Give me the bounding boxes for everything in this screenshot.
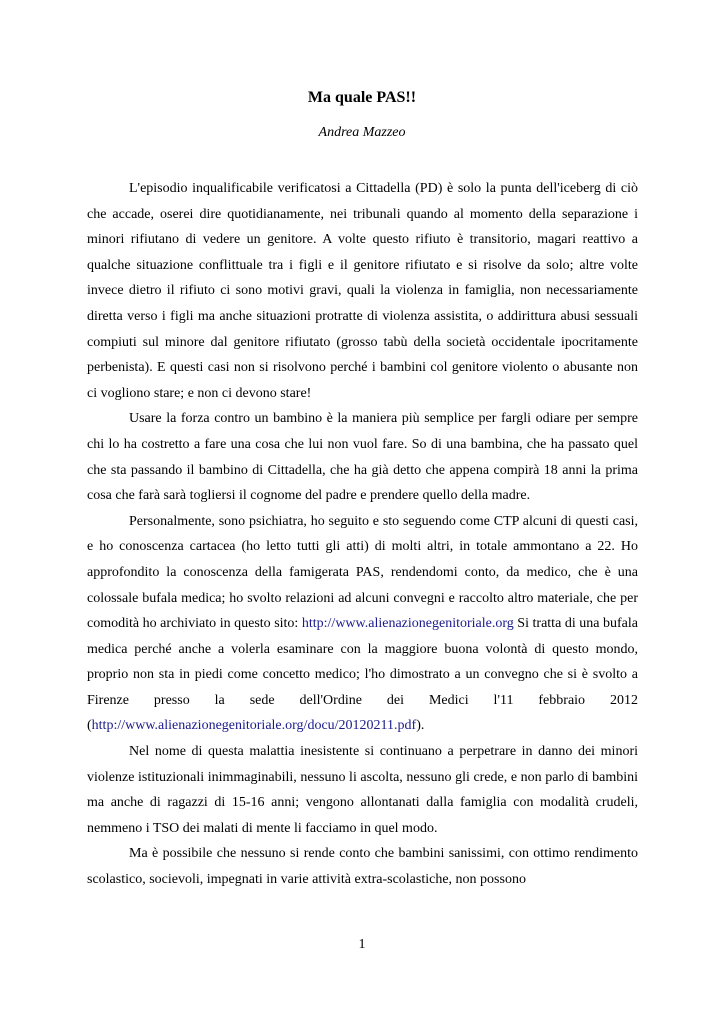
paragraph-3: [87, 509, 638, 739]
paragraph-5: Ma è possibile che nessuno si rende conto che bambini sanissimi, con ottimo rendimento scolastico, socievoli, impegnati in varie attività extra-scolastiche, non possono: [87, 846, 638, 888]
paragraph-4: Nel nome di questa malattia inesistente si continuano a perpetrare in danno dei minori violenze istituzionali inimmaginabili, nessuno li ascolta, nessuno gli crede, e non parlo di bambini ma anche di ragazzi di 15-16 anni; vengono allontanati dalla famiglia con modalità crudeli, nemmeno i TSO dei malati di mente li facciamo in quel modo.: [87, 744, 638, 836]
document-body: [87, 176, 638, 893]
site-link[interactable]: http://www.alienazionegenitoriale.org: [301, 616, 514, 632]
paragraph-2: Usare la forza contro un bambino è la maniera più semplice per fargli odiare per sempre chi lo ha costretto a fare una cosa che lui non vuol fare. So di una bambina, che ha passato quel che sta passando il bambino di Cittadella, che ha già detto che appena compirà 18 anni la prima cosa che farà sarà togliersi il cognome del padre e prendere quello della madre.: [87, 411, 638, 504]
document-title: Ma quale PAS!!: [307, 89, 417, 106]
paragraph-3-text-before-link: Personalmente, sono psichiatra, ho seguito e sto seguendo come CTP alcuni di questi casi, e ho conoscenza cartacea (ho letto tutti gli atti) di molti altri, in totale ammontano a 22. Ho approfondito la conoscenza della famigerata PAS, rendendomi conto, da medico, che è una colossale bufala medica; ho svolto relazioni ad alcuni convegni e raccolto altro materiale, che per comodità ho archiviato in questo sito:: [87, 513, 638, 632]
paragraph-3-text-after-link: ).: [416, 718, 425, 734]
paragraph-1: L'episodio inqualificabile verificatosi a Cittadella (PD) è solo la punta dell'iceberg di ciò che accade, oserei dire quotidianamente, nei tribunali quando al momento della separazione i minori rifiutano di vedere un genitore. A volte questo rifiuto è transitorio, magari reattivo a qualche situazione conflittuale tra i figli e il genitore rifiutato e si risolve da solo; altre volte invece dietro il rifiuto ci sono motivi gravi, quali la violenza in famiglia, non necessariamente diretta verso i figli ma anche situazioni protratte di violenza assistita, o addirittura abusi sessuali compiuti sul minore dal genitore rifiutato (grosso tabù della società occidentale ipocritamente perbenista). E questi casi non si risolvono perché i bambini col genitore violento o abusante non ci vogliono stare; e non ci devono stare!: [87, 181, 638, 401]
page-number: 1: [358, 937, 366, 952]
pdf-link[interactable]: http://www.alienazionegenitoriale.org/docu/20120211.pdf: [91, 718, 417, 734]
paragraph-3-text-middle: Si tratta di una bufala medica perché anche a volerla esaminare con la maggiore buona volontà di questo mondo, proprio non sta in piedi come concetto medico; l'ho dimostrato a un convegno che si è svolto a Firenze presso la sede dell'Ordine dei Medici l'11 febbraio 2012 (: [87, 616, 638, 734]
document-author: Andrea Mazzeo: [318, 125, 406, 140]
